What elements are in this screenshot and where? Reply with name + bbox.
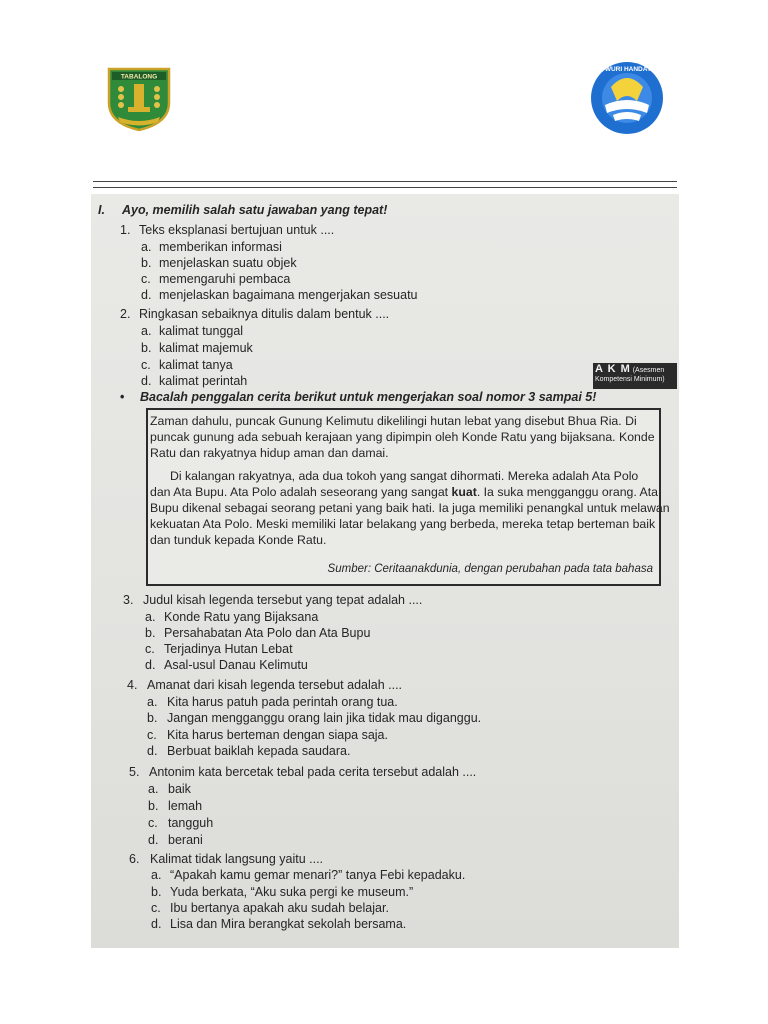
passage-line-with-bold: [150, 484, 658, 500]
question-text: Ringkasan sebaiknya ditulis dalam bentuk ....: [139, 307, 390, 321]
option-letter: c.: [141, 272, 151, 286]
question-text: Kalimat tidak langsung yaitu ....: [150, 852, 324, 866]
option-letter: b.: [151, 885, 162, 899]
question-number: 1.: [120, 223, 131, 237]
option-letter: a.: [148, 782, 159, 796]
option-letter: b.: [145, 626, 156, 640]
passage-source: Sumber: Ceritaanakdunia, dengan perubahan pada tata bahasa: [327, 563, 653, 575]
option-text: Ibu bertanya apakah aku sudah belajar.: [170, 901, 389, 915]
option-text: tangguh: [168, 816, 214, 830]
passage-line: Bupu dikenal sebagai seorang petani yang baik hati. Ia juga memiliki penangkal untuk melawan: [150, 501, 670, 515]
reading-instruction: Bacalah penggalan cerita berikut untuk mengerjakan soal nomor 3 sampai 5!: [140, 390, 597, 404]
option-letter: a.: [151, 868, 162, 882]
passage-line: dan tunduk kepada Konde Ratu.: [150, 533, 327, 547]
option-text: Kita harus patuh pada perintah orang tua.: [167, 695, 398, 709]
crest-text: TABALONG: [120, 73, 158, 81]
story-passage-box: [146, 408, 670, 586]
worksheet-photo: [91, 194, 679, 948]
option-text: lemah: [168, 799, 203, 813]
option-letter: c.: [151, 901, 161, 915]
header-rule-bottom: [93, 187, 677, 188]
option-letter: b.: [147, 711, 158, 725]
option-text: kalimat majemuk: [159, 341, 253, 355]
option-letter: b.: [141, 256, 152, 270]
akm-badge-title: A K M: [595, 363, 631, 375]
option-text: “Apakah kamu gemar menari?” tanya Febi kepadaku.: [170, 868, 466, 882]
option-text: Berbuat baiklah kepada saudara.: [167, 744, 351, 758]
passage-line: Di kalangan rakyatnya, ada dua tokoh yang sangat dihormati. Mereka adalah Ata Polo: [170, 469, 639, 483]
option-text: kalimat tunggal: [159, 324, 244, 338]
question-number: 5.: [129, 765, 140, 779]
instruction-bullet: •: [120, 390, 125, 404]
section-numeral: I.: [98, 203, 105, 217]
option-letter: a.: [145, 610, 156, 624]
bold-word: kuat: [451, 485, 477, 499]
option-text: memengaruhi pembaca: [159, 272, 291, 286]
tut-wuri-handayani-logo: [583, 61, 671, 136]
question-text: Judul kisah legenda tersebut yang tepat adalah ....: [143, 593, 423, 607]
option-letter: d.: [148, 833, 159, 847]
akm-badge-sub1: (Asesmen: [632, 367, 665, 374]
option-text: Jangan mengganggu orang lain jika tidak mau diganggu.: [167, 711, 482, 725]
question-text: Teks eksplanasi bertujuan untuk ....: [139, 223, 335, 237]
option-letter: d.: [141, 374, 152, 388]
option-letter: a.: [141, 240, 152, 254]
option-text: menjelaskan suatu objek: [159, 256, 297, 270]
option-letter: d.: [145, 658, 156, 672]
option-letter: d.: [151, 917, 162, 931]
question-text: Antonim kata bercetak tebal pada cerita tersebut adalah ....: [149, 765, 477, 779]
question-text: Amanat dari kisah legenda tersebut adalah ....: [147, 678, 403, 692]
passage-line: Ratu dan rakyatnya hidup aman dan damai.: [150, 446, 389, 460]
option-letter: b.: [141, 341, 152, 355]
header-rule-top: [93, 181, 677, 182]
passage-line: puncak gunung ada sebuah kerajaan yang dipimpin oleh Konde Ratu yang bijaksana. Konde: [150, 430, 655, 444]
option-text: Kita harus berteman dengan siapa saja.: [167, 728, 388, 742]
option-text: baik: [168, 782, 191, 796]
option-text: kalimat perintah: [159, 374, 248, 388]
option-text: menjelaskan bagaimana mengerjakan sesuatu: [159, 288, 418, 302]
question-number: 2.: [120, 307, 131, 321]
option-letter: a.: [147, 695, 158, 709]
option-text: Terjadinya Hutan Lebat: [164, 642, 293, 656]
tabalong-crest-logo: [106, 67, 172, 131]
option-text: Yuda berkata, “Aku suka pergi ke museum.”: [170, 885, 414, 899]
option-letter: a.: [141, 324, 152, 338]
passage-line: Zaman dahulu, puncak Gunung Kelimutu dikelilingi hutan lebat yang disebut Bhua Ria. Di: [150, 414, 637, 428]
option-letter: c.: [147, 728, 157, 742]
option-text: Persahabatan Ata Polo dan Ata Bupu: [164, 626, 371, 640]
section-heading: Ayo, memilih salah satu jawaban yang tepat!: [122, 203, 388, 217]
option-text: kalimat tanya: [159, 358, 233, 372]
passage-line-end: . Ia suka mengganggu orang. Ata: [476, 485, 658, 499]
option-text: berani: [168, 833, 203, 847]
emblem-text: TUTWURI HANDAYANI: [592, 66, 662, 73]
akm-badge-sub2: Kompetensi Minimum): [595, 376, 665, 383]
akm-badge: [593, 363, 677, 389]
option-text: Asal-usul Danau Kelimutu: [164, 658, 308, 672]
option-text: memberikan informasi: [159, 240, 282, 254]
question-number: 6.: [129, 852, 140, 866]
option-letter: b.: [148, 799, 159, 813]
option-letter: c.: [148, 816, 158, 830]
option-text: Konde Ratu yang Bijaksana: [164, 610, 319, 624]
option-text: Lisa dan Mira berangkat sekolah bersama.: [170, 917, 407, 931]
option-letter: d.: [147, 744, 158, 758]
question-number: 4.: [127, 678, 138, 692]
passage-line-start: dan Ata Bupu. Ata Polo adalah seseorang yang sangat: [150, 485, 452, 499]
question-number: 3.: [123, 593, 134, 607]
passage-line: kekuatan Ata Polo. Meski memiliki latar belakang yang berbeda, mereka tetap berteman baik: [150, 517, 656, 531]
option-letter: c.: [141, 358, 151, 372]
option-letter: c.: [145, 642, 155, 656]
option-letter: d.: [141, 288, 152, 302]
